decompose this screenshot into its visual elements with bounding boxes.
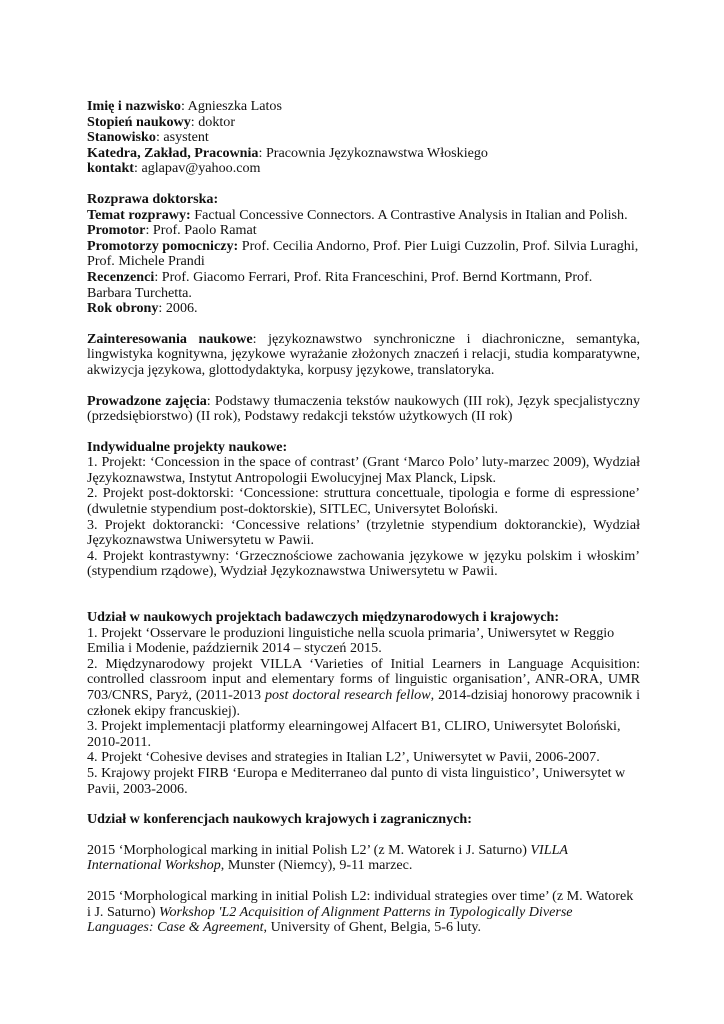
classes-label: Prowadzone zajęcia bbox=[87, 392, 207, 409]
unit-line: Katedra, Zakład, Pracownia: Pracownia Językoznawstwa Włoskiego bbox=[87, 144, 488, 161]
research-projects-heading: Udział w naukowych projektach badawczych międzynarodowych i krajowych: bbox=[87, 609, 560, 626]
conferences-heading: Udział w konferencjach naukowych krajowych i zagranicznych: bbox=[87, 811, 472, 828]
conference-entry: 2015 ‘Morphological marking in initial Polish L2: individual strategies over time’ (z M. Watorek i J. Saturno) Workshop 'L2 Acquisition of Alignment Patterns in Typologically Diverse Languages: Case & Agreement, University of Ghent, Belgia, 5-6 luty. bbox=[87, 887, 634, 936]
research-projects-section bbox=[87, 610, 640, 797]
interests-section: Zainteresowania naukowe: językoznawstwo synchroniczne i diachroniczne, semantyka, lingwistyka kognitywna, językowe wyrażanie złożonych znaczeń i relacji, studia komparatywne, akwizycja językowa, glottodydaktyka, korpusy językowe, translatoryka. bbox=[87, 330, 640, 378]
contact-line: kontakt: aglapav@yahoo.com bbox=[87, 160, 261, 177]
individual-projects-heading: Indywidualne projekty naukowe: bbox=[87, 438, 288, 455]
year-line: Rok obrony: 2006. bbox=[87, 300, 198, 317]
contact-email[interactable]: aglapav@yahoo.com bbox=[141, 160, 261, 177]
conference-entry: 2015 ‘Morphological marking in initial Polish L2’ (z M. Watorek i J. Saturno) VILLA International Workshop, Munster (Niemcy), 9-11 marzec. bbox=[87, 841, 568, 874]
list-item: 1. Projekt ‘Osservare le produzioni linguistiche nella scuola primaria’, Uniwersytet w Reggio Emilia i Modenie, październik 2014 – styczeń 2015. bbox=[87, 624, 615, 657]
list-item: 5. Krajowy projekt FIRB ‘Europa e Mediterraneo dal punto di vista linguistico’, Uniwersytet w Pavii, 2003-2006. bbox=[87, 764, 626, 797]
topic-line: Temat rozprawy: Factual Concessive Connectors. A Contrastive Analysis in Italian and Polish. bbox=[87, 206, 628, 223]
dissertation-section bbox=[87, 192, 640, 317]
promotor-line: Promotor: Prof. Paolo Ramat bbox=[87, 222, 257, 239]
personal-info bbox=[87, 99, 640, 177]
classes-section: Prowadzone zajęcia: Podstawy tłumaczenia tekstów naukowych (III rok), Język specjalistyczny (przedsiębiorstwo) (II rok), Podstawy redakcji tekstów użytkowych (II rok) bbox=[87, 392, 640, 425]
position-value: asystent bbox=[163, 129, 209, 146]
list-item: 1. Projekt: ‘Concession in the space of contrast’ (Grant ‘Marco Polo’ luty-marzec 2009), Wydział Językoznawstwa, Instytut Antropologii Ewolucyjnej Max Planck, Lipsk. bbox=[87, 454, 640, 486]
list-item: 2. Projekt post-doktorski: ‘Concessione: struttura concettuale, tipologia e forme di espressione’ (dwuletnie stypendium post-doktorskie), SITLEC, Universytet Boloński. bbox=[87, 485, 640, 518]
interests-text: językoznawstwo synchroniczne i diachroniczne, semantyka, lingwistyka kognitywna, językowe wyrażanie złożonych znaczeń i relacji, studia komparatywne, akwizycja językowa, glottodydaktyka, korpusy językowe, translatoryka. bbox=[87, 330, 640, 378]
position-line: Stanowisko: asystent bbox=[87, 129, 209, 146]
list-item: 2. Międzynarodowy projekt VILLA ‘Varieties of Initial Learners in Language Acquisition: controlled classroom input and elementary forms of linguistic organisation’, ANR-ORA, UMR 703/CNRS, Paryż, (2011-2013 post doctoral research fellow, 2014-dzisiaj honorowy pracownik i członek ekipy francuskiej). bbox=[87, 655, 640, 719]
name-line: Imię i nazwisko: Agnieszka Latos bbox=[87, 98, 282, 114]
individual-projects-section bbox=[87, 440, 640, 580]
reviewers-line: Recenzenci: Prof. Giacomo Ferrari, Prof. Rita Franceschini, Prof. Bernd Kortmann, Prof. Barbara Turchetta. bbox=[87, 268, 593, 301]
list-item: 3. Projekt doktorancki: ‘Concessive relations’ (trzyletnie stypendium doktoranckie), Wydział Językoznawstwa Uniwersytetu w Pawii. bbox=[87, 516, 640, 549]
classes-text: Podstawy tłumaczenia tekstów naukowych (III rok), Język specjalistyczny (przedsiębiorstwo) (II rok), Podstawy redakcji tekstów użytkowych (II rok) bbox=[87, 392, 640, 425]
degree-line: Stopień naukowy: doktor bbox=[87, 113, 236, 130]
list-item: 4. Projekt kontrastywny: ‘Grzecznościowe zachowania językowe w języku polskim i włoskim’ (stypendium rządowe), Wydział Językoznawstwa Uniwersytetu w Pawii. bbox=[87, 547, 640, 580]
assistants-line: Promotorzy pomocniczy: Prof. Cecilia Andorno, Prof. Pier Luigi Cuzzolin, Prof. Silvia Luraghi, Prof. Michele Prandi bbox=[87, 237, 639, 270]
document-body bbox=[87, 99, 640, 951]
unit-value: Pracownia Językoznawstwa Włoskiego bbox=[265, 144, 488, 161]
list-item: 4. Projekt ‘Cohesive devises and strategies in Italian L2’, Uniwersytet w Pavii, 2006-2007. bbox=[87, 749, 600, 766]
list-item: 3. Projekt implementacji platformy elearningowej Alfacert B1, CLIRO, Uniwersytet Boloński, 2010-2011. bbox=[87, 718, 621, 750]
name-value: Agnieszka Latos bbox=[187, 98, 282, 114]
interests-label: Zainteresowania naukowe bbox=[87, 330, 253, 347]
conferences-heading-block bbox=[87, 812, 640, 828]
dissertation-heading: Rozprawa doktorska: bbox=[87, 190, 219, 207]
degree-value: doktor bbox=[198, 113, 236, 130]
